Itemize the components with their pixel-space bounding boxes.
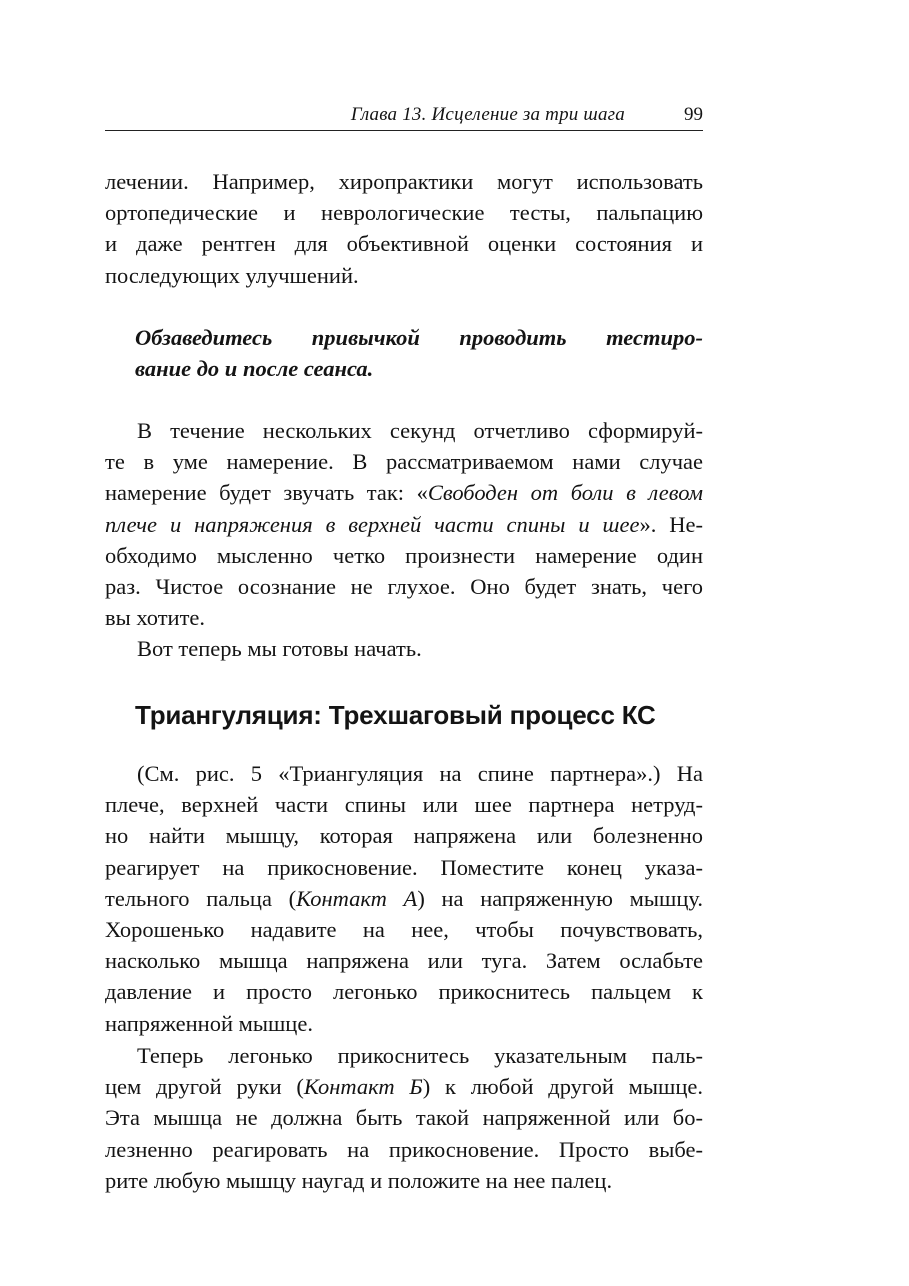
paragraph-ready xyxy=(105,633,703,664)
running-header xyxy=(105,100,703,131)
text-line xyxy=(105,1071,703,1102)
text-line: последующих улучшений. xyxy=(105,262,359,288)
paragraph-contact-b xyxy=(105,1040,703,1196)
text-run: ) к любой другой мышце. xyxy=(422,1074,703,1100)
text-line: реагирует на прикосновение. Поместите конец указа- xyxy=(105,854,703,880)
text-line: ортопедические и неврологические тесты, пальпацию xyxy=(105,200,703,226)
text-run: намерение будет звучать так: « xyxy=(105,480,428,506)
paragraph-triangulation xyxy=(105,758,703,1039)
text-line: и даже рентген для объективной оценки состояния и xyxy=(105,231,703,257)
text-line: вы хотите. xyxy=(105,605,206,631)
paragraph-intention xyxy=(105,415,703,633)
text-line: рите любую мышцу наугад и положите на нее палец. xyxy=(105,1167,613,1193)
text-line xyxy=(105,509,703,540)
text-line: раз. Чистое осознание не глухое. Оно будет знать, чего xyxy=(105,574,703,600)
text-line xyxy=(105,883,703,914)
text-line: лезненно реагировать на прикосновение. Просто выбе- xyxy=(105,1136,703,1162)
callout-line: Обзаведитесь привычкой проводить тестиро- xyxy=(135,325,703,350)
text-line: Теперь легонько прикоснитесь указательным паль- xyxy=(137,1043,703,1068)
paragraph-continuation xyxy=(105,166,703,291)
italic-run: Свободен от боли в левом xyxy=(427,480,703,506)
text-line xyxy=(105,477,703,508)
running-title: Глава 13. Исцеление за три шага xyxy=(350,104,625,125)
text-line: Эта мышца не должна быть такой напряженной или бо- xyxy=(105,1105,703,1131)
text-line: давление и просто легонько прикоснитесь пальцем к xyxy=(105,979,703,1005)
text-line: лечении. Например, хиропрактики могут использовать xyxy=(105,169,703,194)
callout-tip xyxy=(135,322,703,384)
text-line: напряженной мышце. xyxy=(105,1010,313,1036)
italic-run: Контакт Б xyxy=(303,1074,423,1100)
page-number: 99 xyxy=(684,104,703,125)
text-line: (См. рис. 5 «Триангуляция на спине партнера».) На xyxy=(137,761,703,786)
section-heading: Триангуляция: Трехшаговый процесс КС xyxy=(135,700,656,730)
text-line: те в уме намерение. В рассматриваемом нами случае xyxy=(105,449,703,475)
text-run: тельного пальца ( xyxy=(105,885,297,911)
text-line: но найти мышцу, которая напряжена или болезненно xyxy=(105,823,703,849)
text-run: ». Не- xyxy=(639,511,703,537)
italic-run: Контакт А xyxy=(296,885,418,911)
text-line: насколько мышца напряжена или туга. Затем ослабьте xyxy=(105,948,703,974)
text-run: ) на напряженную мышцу. xyxy=(417,885,703,911)
text-line: плече, верхней части спины или шее партнера нетруд- xyxy=(105,792,703,818)
italic-run: плече и напряжения в верхней части спины и шее xyxy=(105,511,640,537)
text-line: Вот теперь мы готовы начать. xyxy=(137,636,422,661)
callout-line: вание до и после сеанса. xyxy=(135,356,374,382)
text-run: цем другой руки ( xyxy=(105,1074,304,1100)
text-line: Хорошенько надавите на нее, чтобы почувствовать, xyxy=(105,917,703,943)
text-line: В течение нескольких секунд отчетливо сформируй- xyxy=(137,418,703,443)
text-line: обходимо мысленно четко произнести намерение один xyxy=(105,542,703,568)
